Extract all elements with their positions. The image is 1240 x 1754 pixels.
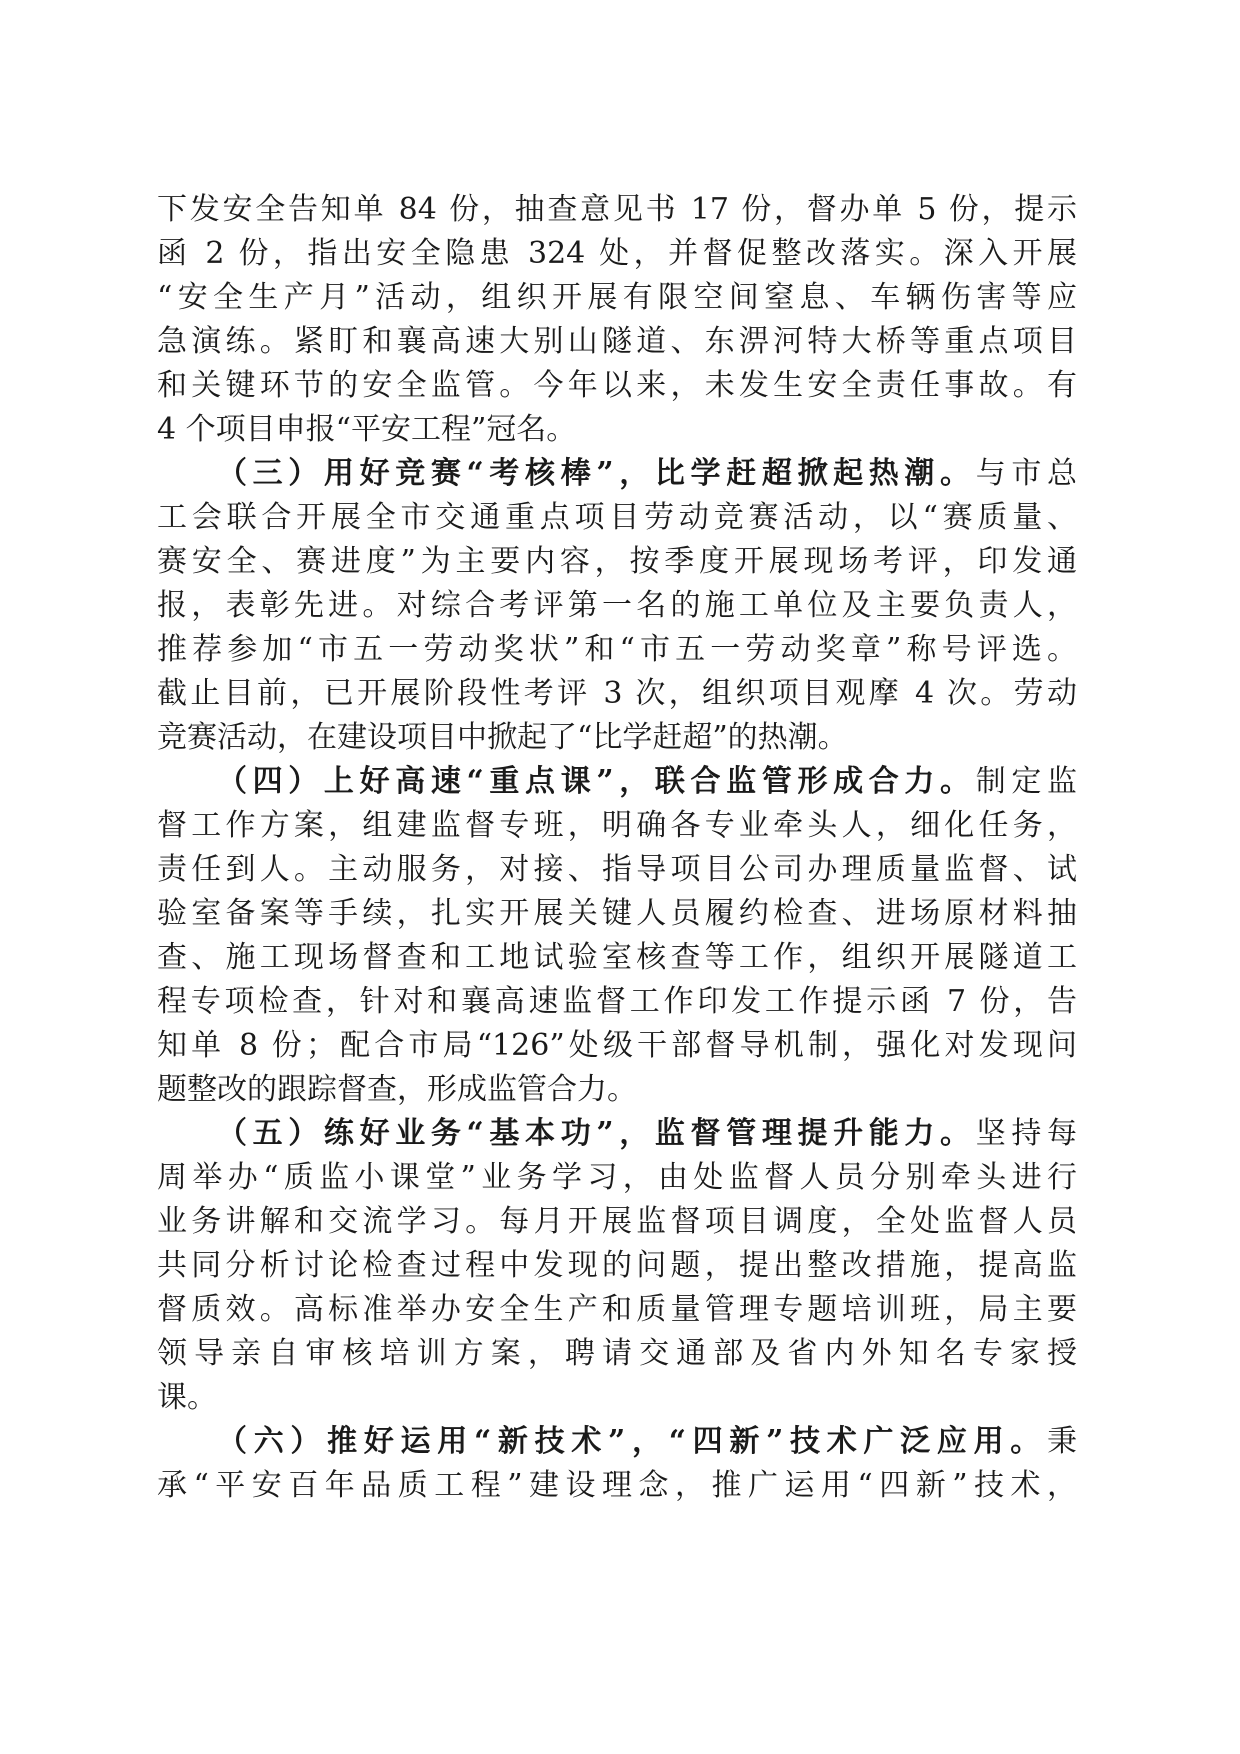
document-body — [157, 188, 1077, 1508]
text-line: 下发安全告知单 84 份，抽查意见书 17 份，督办单 5 份，提示 — [157, 192, 1077, 227]
text-line: 验室备案等手续，扎实开展关键人员履约检查、进场原材料抽 — [157, 896, 1077, 931]
text-line — [157, 1420, 1077, 1464]
text-line: 报，表彰先进。对综合考评第一名的施工单位及主要负责人， — [157, 588, 1077, 623]
text-line: “安全生产月”活动，组织开展有限空间窒息、车辆伤害等应 — [157, 280, 1077, 315]
text-line: 课。 — [157, 1380, 217, 1415]
text-line: 赛安全、赛进度”为主要内容，按季度开展现场考评，印发通 — [157, 544, 1077, 579]
text-line: 共同分析讨论检查过程中发现的问题，提出整改措施，提高监 — [157, 1248, 1077, 1283]
text-line: 函 2 份，指出安全隐患 324 处，并督促整改落实。深入开展 — [157, 236, 1077, 271]
section-heading-four: （四）上好高速“重点课”，联合监管形成合力。 — [217, 764, 976, 799]
text-line: 查、施工现场督查和工地试验室核查等工作，组织开展隧道工 — [157, 940, 1077, 975]
text-line: 督质效。高标准举办安全生产和质量管理专题培训班，局主要 — [157, 1292, 1077, 1327]
section-heading-three: （三）用好竞赛“考核棒”，比学赶超掀起热潮。 — [217, 456, 976, 491]
text-line: 和关键环节的安全监管。今年以来，未发生安全责任事故。有 — [157, 368, 1077, 403]
text-line: 工会联合开展全市交通重点项目劳动竞赛活动，以“赛质量、 — [157, 500, 1077, 535]
text-line: 急演练。紧盯和襄高速大别山隧道、东淠河特大桥等重点项目 — [157, 324, 1077, 359]
text-line: 截止目前，已开展阶段性考评 3 次，组织项目观摩 4 次。劳动 — [157, 676, 1077, 711]
text-line: 4 个项目申报“平安工程”冠名。 — [157, 412, 577, 447]
text-run: 与市总 — [975, 456, 1078, 491]
text-run: 制定监 — [975, 764, 1078, 799]
text-run: 坚持每 — [975, 1116, 1078, 1151]
paragraph-training — [157, 1112, 1077, 1420]
text-line — [157, 1112, 1077, 1156]
paragraph-competition — [157, 452, 1077, 760]
section-heading-five: （五）练好业务“基本功”，监督管理提升能力。 — [217, 1116, 976, 1151]
text-line: 题整改的跟踪督查，形成监管合力。 — [157, 1072, 637, 1107]
paragraph-supervision — [157, 760, 1077, 1112]
text-line: 承“平安百年品质工程”建设理念，推广运用“四新”技术， — [157, 1468, 1077, 1503]
text-line: 周举办“质监小课堂”业务学习，由处监督人员分别牵头进行 — [157, 1160, 1077, 1195]
text-line: 责任到人。主动服务，对接、指导项目公司办理质量监督、试 — [157, 852, 1077, 887]
text-line — [157, 452, 1077, 496]
paragraph-safety-continued — [157, 188, 1077, 452]
text-line: 推荐参加“市五一劳动奖状”和“市五一劳动奖章”称号评选。 — [157, 632, 1077, 667]
text-line: 业务讲解和交流学习。每月开展监督项目调度，全处监督人员 — [157, 1204, 1077, 1239]
text-line — [157, 760, 1077, 804]
text-line: 知单 8 份；配合市局“126”处级干部督导机制，强化对发现问 — [157, 1028, 1077, 1063]
paragraph-new-technology — [157, 1420, 1077, 1508]
text-line: 程专项检查，针对和襄高速监督工作印发工作提示函 7 份，告 — [157, 984, 1077, 1019]
text-line: 领导亲自审核培训方案，聘请交通部及省内外知名专家授 — [157, 1336, 1077, 1371]
text-run: 秉 — [1047, 1424, 1077, 1459]
section-heading-six: （六）推好运用“新技术”，“四新”技术广泛应用。 — [217, 1424, 1047, 1459]
text-line: 竞赛活动，在建设项目中掀起了“比学赶超”的热潮。 — [157, 720, 848, 755]
text-line: 督工作方案，组建监督专班，明确各专业牵头人，细化任务， — [157, 808, 1077, 843]
